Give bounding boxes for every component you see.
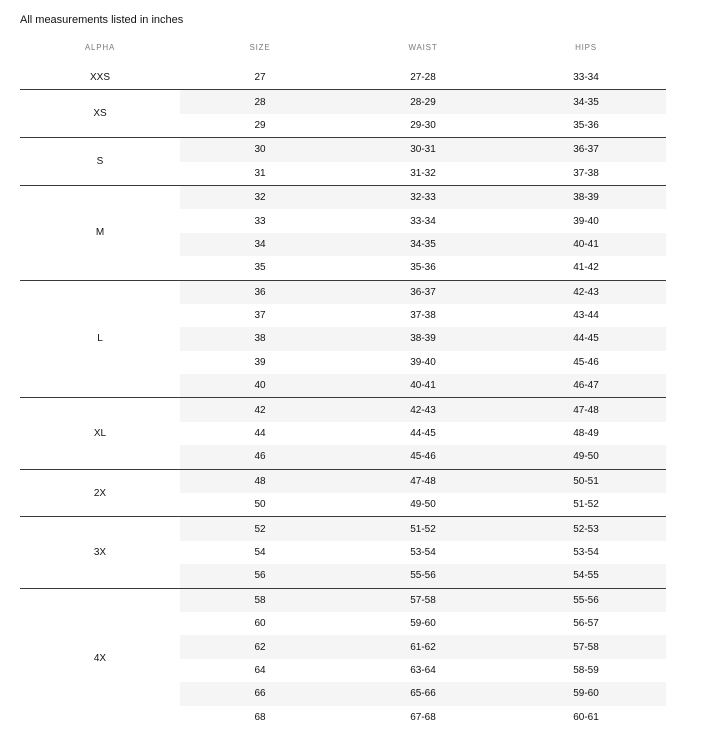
size-cell: 36 [254, 286, 266, 298]
waist-cell: 67-68 [410, 711, 436, 723]
table-row [180, 327, 666, 350]
hips-cell: 42-43 [573, 286, 599, 298]
size-cell: 60 [254, 618, 266, 630]
table-row [180, 186, 666, 209]
size-cell: 40 [254, 380, 266, 392]
alpha-label: 3X [93, 547, 107, 558]
table-row [180, 114, 666, 137]
waist-cell: 59-60 [410, 618, 436, 630]
waist-cell: 28-29 [410, 96, 436, 108]
group-rows [180, 138, 666, 185]
table-row [180, 374, 666, 397]
table-row [180, 66, 666, 89]
size-group-3x [20, 516, 666, 587]
table-row [180, 517, 666, 540]
hips-cell: 58-59 [573, 664, 599, 676]
size-cell: 44 [254, 428, 266, 440]
waist-cell: 27-28 [410, 72, 436, 84]
alpha-label: 4X [93, 653, 107, 665]
size-group-xs [20, 89, 666, 137]
header-spacer [20, 59, 666, 66]
hips-cell: 50-51 [573, 475, 599, 487]
table-row [180, 659, 666, 682]
header-waist: WAIST [408, 43, 438, 52]
waist-cell: 39-40 [410, 356, 436, 368]
size-cell: 58 [254, 594, 266, 606]
waist-cell: 51-52 [410, 523, 436, 535]
size-cell: 48 [254, 475, 266, 487]
header-hips: HIPS [575, 43, 597, 52]
size-cell: 52 [254, 523, 266, 535]
table-row [180, 398, 666, 421]
hips-cell: 38-39 [573, 192, 599, 204]
hips-cell: 39-40 [573, 215, 599, 227]
table-row [180, 209, 666, 232]
waist-cell: 37-38 [410, 310, 436, 322]
alpha-label: 2X [93, 487, 107, 499]
hips-cell: 56-57 [573, 618, 599, 630]
size-cell: 64 [254, 664, 266, 676]
hips-cell: 48-49 [573, 428, 599, 440]
waist-cell: 34-35 [410, 238, 436, 250]
size-group-4x [20, 588, 666, 729]
waist-cell: 38-39 [410, 333, 436, 345]
hips-cell: 35-36 [573, 119, 599, 131]
waist-cell: 63-64 [410, 664, 436, 676]
hips-cell: 43-44 [573, 310, 599, 322]
table-row [180, 304, 666, 327]
size-cell: 54 [254, 547, 266, 558]
size-cell: 46 [254, 451, 266, 463]
group-rows [180, 186, 666, 280]
hips-cell: 51-52 [573, 499, 599, 511]
size-cell: 27 [254, 72, 266, 84]
table-row [180, 635, 666, 658]
hips-cell: 41-42 [573, 262, 599, 274]
size-cell: 37 [254, 310, 266, 322]
hips-cell: 57-58 [573, 641, 599, 653]
hips-cell: 49-50 [573, 451, 599, 463]
hips-cell: 36-37 [573, 144, 599, 156]
alpha-label: XL [93, 428, 107, 440]
size-cell: 39 [254, 356, 266, 368]
measurements-note: All measurements listed in inches [20, 14, 184, 26]
size-group-m [20, 185, 666, 280]
group-rows [180, 90, 666, 137]
size-group-xl [20, 397, 666, 468]
table-row [180, 612, 666, 635]
group-rows [180, 281, 666, 398]
waist-cell: 40-41 [410, 380, 436, 392]
waist-cell: 32-33 [410, 192, 436, 204]
group-rows [180, 398, 666, 468]
table-row [180, 493, 666, 516]
alpha-label: XS [93, 108, 107, 120]
group-rows [180, 589, 666, 729]
alpha-label: S [96, 156, 104, 168]
size-cell: 31 [254, 167, 266, 179]
size-cell: 62 [254, 641, 266, 653]
alpha-label: M [95, 227, 105, 239]
group-rows [180, 66, 666, 89]
size-cell: 32 [254, 192, 266, 204]
hips-cell: 37-38 [573, 167, 599, 179]
size-cell: 50 [254, 499, 266, 511]
table-row [180, 422, 666, 445]
waist-cell: 61-62 [410, 641, 436, 653]
hips-cell: 47-48 [573, 404, 599, 416]
size-cell: 33 [254, 215, 266, 227]
hips-cell: 59-60 [573, 688, 599, 700]
waist-cell: 44-45 [410, 428, 436, 440]
waist-cell: 47-48 [410, 475, 436, 487]
size-cell: 28 [254, 96, 266, 108]
size-cell: 68 [254, 711, 266, 723]
table-row [180, 281, 666, 304]
hips-cell: 46-47 [573, 380, 599, 392]
size-groups [20, 66, 666, 729]
size-group-2x [20, 469, 666, 517]
table-row [180, 90, 666, 113]
waist-cell: 31-32 [410, 167, 436, 179]
waist-cell: 33-34 [410, 215, 436, 227]
group-rows [180, 517, 666, 587]
size-cell: 66 [254, 688, 266, 700]
size-cell: 56 [254, 570, 266, 582]
header-alpha: ALPHA [84, 43, 116, 52]
table-row [180, 256, 666, 279]
waist-cell: 45-46 [410, 451, 436, 463]
hips-cell: 34-35 [573, 96, 599, 108]
hips-cell: 45-46 [573, 356, 599, 368]
size-cell: 30 [254, 144, 266, 156]
alpha-label: XXS [89, 72, 110, 84]
waist-cell: 53-54 [410, 547, 436, 558]
table-row [180, 541, 666, 564]
table-row [180, 564, 666, 587]
waist-cell: 49-50 [410, 499, 436, 511]
hips-cell: 52-53 [573, 523, 599, 535]
size-cell: 34 [254, 238, 266, 250]
size-chart-table [20, 36, 666, 729]
header-size: SIZE [249, 43, 271, 52]
table-row [180, 162, 666, 185]
hips-cell: 60-61 [573, 711, 599, 723]
table-row [180, 445, 666, 468]
alpha-label: L [97, 333, 103, 345]
table-row [180, 138, 666, 161]
size-group-l [20, 280, 666, 398]
hips-cell: 53-54 [573, 547, 599, 558]
table-row [180, 351, 666, 374]
hips-cell: 40-41 [573, 238, 599, 250]
waist-cell: 55-56 [410, 570, 436, 582]
table-header-row [20, 36, 666, 59]
table-row [180, 706, 666, 729]
size-group-s [20, 137, 666, 185]
size-cell: 29 [254, 119, 266, 131]
table-row [180, 589, 666, 612]
table-row [180, 470, 666, 493]
waist-cell: 29-30 [410, 119, 436, 131]
size-cell: 35 [254, 262, 266, 274]
waist-cell: 42-43 [410, 404, 436, 416]
hips-cell: 55-56 [573, 594, 599, 606]
table-row [180, 682, 666, 705]
hips-cell: 54-55 [573, 570, 599, 582]
hips-cell: 44-45 [573, 333, 599, 345]
waist-cell: 57-58 [410, 594, 436, 606]
waist-cell: 65-66 [410, 688, 436, 700]
size-cell: 38 [254, 333, 266, 345]
size-group-xxs [20, 66, 666, 89]
table-row [180, 233, 666, 256]
waist-cell: 30-31 [410, 144, 436, 156]
waist-cell: 36-37 [410, 286, 436, 298]
group-rows [180, 470, 666, 517]
hips-cell: 33-34 [573, 72, 599, 84]
size-cell: 42 [254, 404, 266, 416]
waist-cell: 35-36 [410, 262, 436, 274]
